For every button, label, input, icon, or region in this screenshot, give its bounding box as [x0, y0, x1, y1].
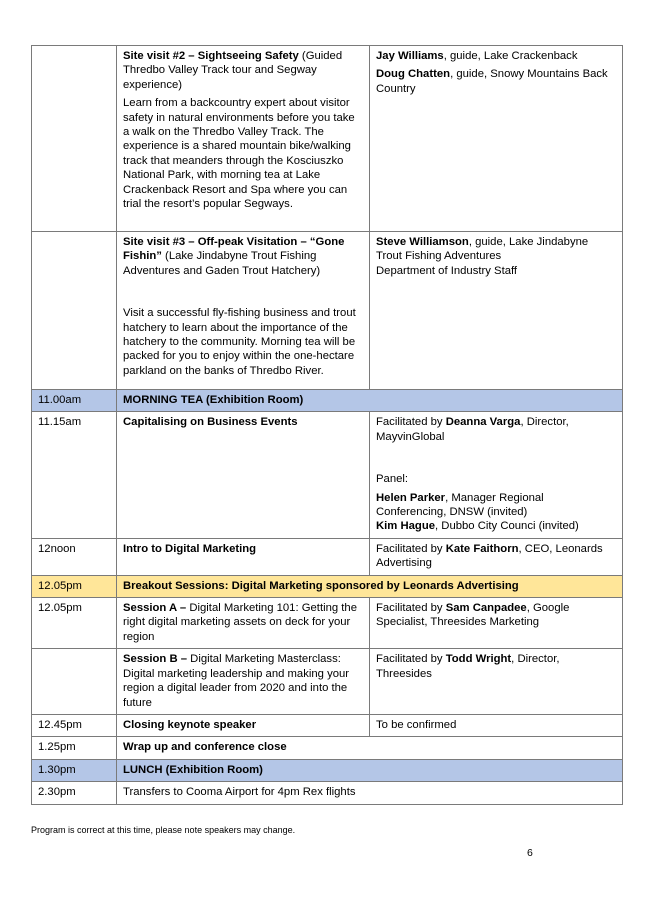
time-cell: 12noon — [32, 538, 117, 575]
session-subtitle: Digital Marketing Masterclass: Digital marketing leadership and making your region a digital leader from 2020 and into the future — [123, 653, 350, 709]
panelist-name: Helen Parker — [376, 491, 446, 504]
session-description: Visit a successful fly-fishing business and trout hatchery to learn about the importance of the hatchery to the community. Morning tea will be packed for you to enjoy within the one-hectare parkland on the banks of Thredbo River. — [123, 307, 356, 377]
banner-text: Breakout Sessions: Digital Marketing sponsored by Leonards Advertising — [123, 579, 519, 592]
banner-text: LUNCH (Exhibition Room) — [123, 763, 263, 776]
speaker-extra: Department of Industry Staff — [376, 264, 518, 277]
table-row — [32, 46, 623, 232]
speaker-cell — [370, 46, 623, 232]
session-cell — [117, 538, 370, 575]
time-cell — [32, 232, 117, 390]
banner-text: Wrap up and conference close — [123, 741, 287, 754]
speaker-name: Steve Williamson — [376, 236, 469, 248]
session-cell — [117, 649, 370, 715]
table-row — [32, 649, 623, 715]
facilitator-prefix: Facilitated by — [376, 416, 446, 429]
banner-cell — [117, 575, 623, 597]
speaker-name: Jay Williams — [376, 50, 444, 62]
time-cell: 12.45pm — [32, 714, 117, 736]
facilitator-name: Kate Faithorn — [445, 542, 519, 555]
facilitator-name: Todd Wright — [445, 653, 512, 666]
banner-cell — [117, 782, 623, 804]
footnote: Program is correct at this time, please note speakers may change. — [31, 825, 296, 835]
time-cell: 1.30pm — [32, 759, 117, 781]
speaker-cell — [370, 598, 623, 649]
speaker-text: To be confirmed — [376, 718, 457, 731]
time-cell: 12.05pm — [32, 575, 117, 597]
session-subtitle: Digital Marketing 101: Getting the right digital marketing assets on deck for your region — [123, 602, 358, 643]
speaker-cell — [370, 232, 623, 390]
session-cell — [117, 232, 370, 390]
panelist-role: , Dubbo City Counci (invited) — [435, 520, 579, 533]
facilitator-name: Deanna Varga — [445, 416, 521, 429]
facilitator-role: , Director, Threesides — [376, 653, 560, 680]
banner-row — [32, 390, 623, 412]
time-cell: 11.15am — [32, 412, 117, 538]
session-title: Capitalising on Business Events — [123, 416, 298, 429]
session-title: Site visit #2 – Sightseeing Safety — [123, 50, 299, 62]
speaker-cell — [370, 412, 623, 538]
session-subtitle: (Guided Thredbo Valley Track tour and Segway experience) — [123, 50, 343, 91]
banner-cell — [117, 759, 623, 781]
session-cell — [117, 714, 370, 736]
speaker-role: , guide, Lake Jindabyne Trout Fishing Adventures — [376, 236, 589, 263]
facilitator-prefix: Facilitated by — [376, 653, 446, 666]
table-row — [32, 538, 623, 575]
table-row — [32, 232, 623, 390]
facilitator-name: Sam Canpadee — [445, 602, 527, 615]
program-table — [31, 45, 623, 805]
table-row — [32, 737, 623, 759]
speaker-role: , guide, Snowy Mountains Back Country — [376, 68, 608, 95]
session-description: Learn from a backcountry expert about visitor safety in natural environments before you take a walk on the Thredbo Valley Track. The experience is a shared mountain bike/walking track that meanders through the Kosciuszko National Park, with morning tea at Lake Crackenback Resort and Spa where you can trial the resort’s popular Segways. — [123, 97, 355, 211]
banner-text: Transfers to Cooma Airport for 4pm Rex flights — [123, 786, 356, 799]
session-title: Intro to Digital Marketing — [123, 542, 257, 555]
session-subtitle: (Lake Jindabyne Trout Fishing Adventures and Gaden Trout Hatchery) — [123, 250, 321, 277]
panelist-name: Kim Hague — [376, 520, 436, 533]
page-number: 6 — [527, 847, 533, 859]
table-row — [32, 598, 623, 649]
session-title: Closing keynote speaker — [123, 718, 257, 731]
time-cell: 11.00am — [32, 390, 117, 412]
session-title: Session B – — [123, 653, 188, 666]
speaker-cell — [370, 538, 623, 575]
table-row — [32, 782, 623, 804]
time-cell: 12.05pm — [32, 598, 117, 649]
time-cell — [32, 649, 117, 715]
time-cell: 1.25pm — [32, 737, 117, 759]
session-cell — [117, 46, 370, 232]
session-title: Site visit #3 – Off-peak Visitation – “Gone Fishin” — [123, 236, 345, 263]
facilitator-role: , Google Specialist, Threesides Marketing — [376, 602, 570, 629]
facilitator-prefix: Facilitated by — [376, 602, 446, 615]
banner-text: MORNING TEA (Exhibition Room) — [123, 394, 304, 406]
banner-row — [32, 759, 623, 781]
speaker-name: Doug Chatten — [376, 68, 451, 81]
session-title: Session A – — [123, 602, 187, 615]
facilitator-role: , Director, MayvinGlobal — [376, 416, 569, 443]
time-cell: 2.30pm — [32, 782, 117, 804]
banner-cell — [117, 390, 623, 412]
session-cell — [117, 598, 370, 649]
banner-cell — [117, 737, 623, 759]
table-row — [32, 714, 623, 736]
panel-label: Panel: — [376, 473, 409, 486]
speaker-cell — [370, 714, 623, 736]
facilitator-role: , CEO, Leonards Advertising — [376, 542, 603, 570]
table-row — [32, 412, 623, 538]
speaker-cell — [370, 649, 623, 715]
speaker-role: , guide, Lake Crackenback — [443, 50, 578, 62]
time-cell — [32, 46, 117, 232]
banner-row — [32, 575, 623, 597]
session-cell — [117, 412, 370, 538]
panelist-role: , Manager Regional Conferencing, DNSW (invited) — [376, 491, 544, 519]
facilitator-prefix: Facilitated by — [376, 542, 446, 555]
